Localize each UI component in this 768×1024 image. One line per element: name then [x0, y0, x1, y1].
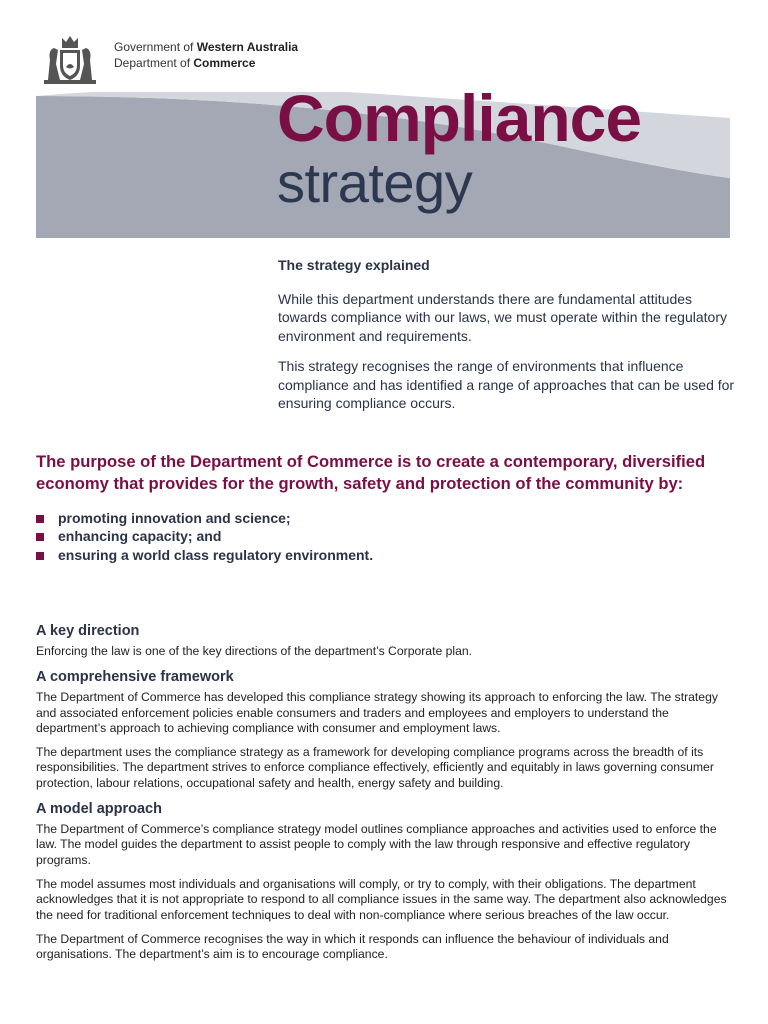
- paragraph: The department uses the compliance strategy as a framework for developing compliance programs across the breadth of its responsibilities. The department strives to enforce compliance effectively, efficiently and equitably in laws governing consumer protection, labour relations, occupational safety and health, energy safety and building.: [36, 745, 714, 790]
- section-heading: The strategy explained: [278, 257, 430, 273]
- bullet-square-icon: [36, 515, 44, 523]
- section-model-approach: [36, 800, 736, 962]
- body-sections: [36, 622, 736, 971]
- list-item: promoting innovation and science;: [36, 509, 736, 527]
- purpose-bullet-list: [36, 509, 736, 564]
- list-item: enhancing capacity; and: [36, 527, 736, 545]
- paragraph: This strategy recognises the range of environments that influence compliance and has identified a range of approaches that can be used for ensuring compliance occurs.: [278, 358, 735, 412]
- paragraph: The model assumes most individuals and organisations will comply, or try to comply, with their obligations. The department acknowledges that it is not appropriate to respond to all compliance issues in the same way. The department also acknowledges the need for traditional enforcement techniques to deal with non-compliance where serious breaches of the law occur.: [36, 876, 727, 922]
- paragraph: Enforcing the law is one of the key directions of the department’s Corporate plan.: [36, 644, 473, 658]
- section-heading: A comprehensive framework: [36, 669, 234, 686]
- bullet-square-icon: [36, 552, 44, 560]
- paragraph: The Department of Commerce recognises the way in which it responds can influence the behaviour of individuals and organisations. The department’s aim is to encourage compliance.: [36, 931, 669, 962]
- document-subtitle: strategy: [277, 151, 473, 214]
- section-key-direction: [36, 622, 736, 659]
- government-header: [114, 39, 298, 71]
- wa-coat-of-arms-icon: [36, 34, 104, 86]
- strategy-explained-section: [278, 257, 738, 424]
- government-line: Government of Western Australia: [114, 40, 299, 54]
- section-comprehensive-framework: [36, 668, 736, 791]
- bullet-square-icon: [36, 533, 44, 541]
- paragraph: While this department understands there are fundamental attitudes towards compliance with our laws, we must operate within the regulatory environment and requirements.: [278, 291, 727, 344]
- section-heading: A model approach: [36, 801, 162, 818]
- purpose-statement: The purpose of the Department of Commerce is to create a contemporary, diversified economy that provides for the growth, safety and protection of the community by:: [36, 452, 706, 493]
- purpose-section: [36, 451, 736, 564]
- document-title: Compliance: [277, 81, 642, 155]
- list-item: ensuring a world class regulatory environment.: [36, 546, 736, 564]
- paragraph: The Department of Commerce’s compliance strategy model outlines compliance approaches and activities used to enforce the law. The model guides the department to assist people to comply with the law through responsive and effective regulatory programs.: [36, 822, 717, 867]
- department-line: Department of Commerce: [114, 56, 256, 70]
- paragraph: The Department of Commerce has developed this compliance strategy showing its approach to enforcing the law. The strategy and associated enforcement policies enable consumers and traders and employees and employers to understand the department’s approach to achieving compliance with consumer and employment laws.: [36, 690, 718, 735]
- section-heading: A key direction: [36, 623, 140, 639]
